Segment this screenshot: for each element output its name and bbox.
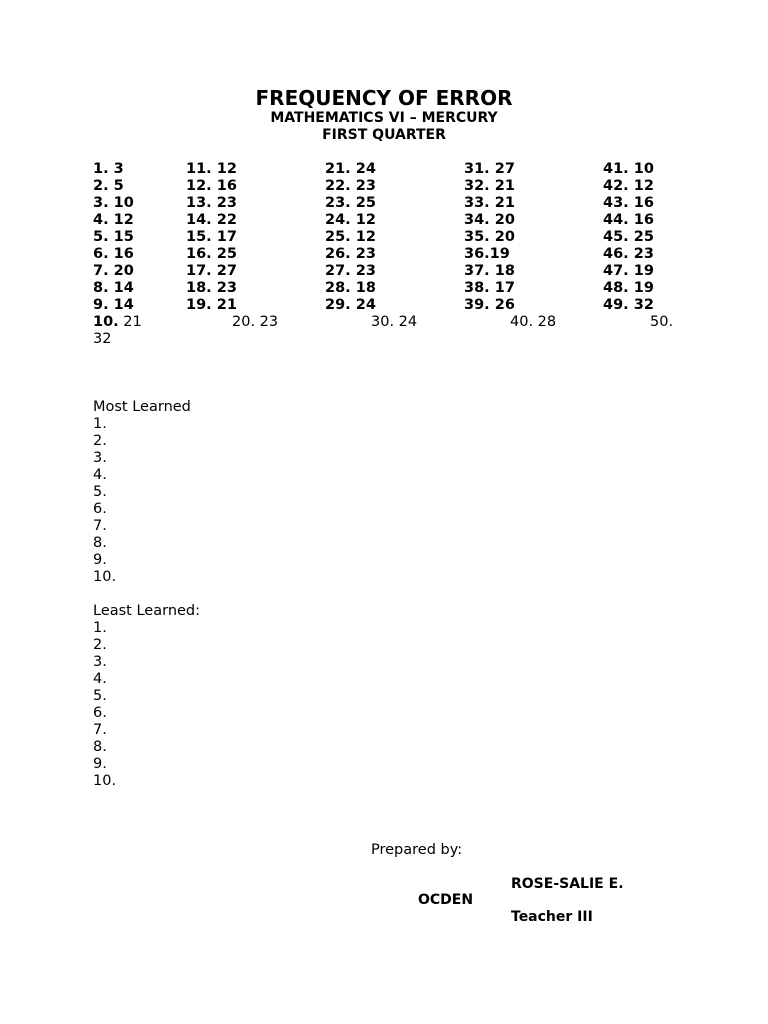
frequency-cell-50-number: 50. — [650, 314, 674, 330]
signatory-name-line2: OCDEN — [418, 892, 474, 908]
list-item: 4. — [93, 671, 107, 687]
frequency-cell: 45. 25 — [603, 229, 654, 245]
frequency-cell: 47. 19 — [603, 263, 654, 279]
quarter-subtitle: FIRST QUARTER — [322, 127, 446, 143]
least-learned-section — [93, 603, 200, 790]
frequency-cell: 37. 18 — [464, 263, 515, 279]
frequency-cell: 6. 16 — [93, 246, 134, 262]
frequency-cell: 11. 12 — [186, 161, 237, 177]
frequency-cell: 7. 20 — [93, 263, 134, 279]
frequency-cell: 29. 24 — [325, 297, 376, 313]
least-learned-heading: Least Learned: — [93, 603, 201, 619]
frequency-cell: 24. 12 — [325, 212, 376, 228]
prepared-by-label: Prepared by: — [371, 842, 463, 858]
frequency-cell: 34. 20 — [464, 212, 515, 228]
frequency-cell-50-value: 32 — [93, 331, 112, 347]
list-item: 8. — [93, 535, 107, 551]
frequency-cell: 27. 23 — [325, 263, 376, 279]
list-item: 5. — [93, 688, 107, 704]
list-item: 7. — [93, 518, 107, 534]
list-item: 5. — [93, 484, 107, 500]
frequency-cell-40: 40. 28 — [510, 314, 557, 330]
frequency-cell: 4. 12 — [93, 212, 134, 228]
list-item: 8. — [93, 739, 107, 755]
list-item: 9. — [93, 552, 107, 568]
subject-subtitle: MATHEMATICS VI – MERCURY — [270, 110, 498, 126]
list-item: 3. — [93, 450, 107, 466]
frequency-cell: 36.19 — [464, 246, 510, 262]
frequency-cell: 18. 23 — [186, 280, 237, 296]
list-item: 1. — [93, 620, 107, 636]
frequency-cell: 9. 14 — [93, 297, 134, 313]
frequency-cell: 31. 27 — [464, 161, 515, 177]
most-learned-list — [93, 416, 191, 586]
frequency-cell: 28. 18 — [325, 280, 376, 296]
frequency-cell: 12. 16 — [186, 178, 237, 194]
frequency-cell: 1. 3 — [93, 161, 124, 177]
frequency-cell: 49. 32 — [603, 297, 654, 313]
frequency-cell: 38. 17 — [464, 280, 515, 296]
frequency-cell: 23. 25 — [325, 195, 376, 211]
list-item: 9. — [93, 756, 107, 772]
frequency-cell: 41. 10 — [603, 161, 654, 177]
frequency-cell: 2. 5 — [93, 178, 124, 194]
frequency-cell: 15. 17 — [186, 229, 237, 245]
most-learned-heading: Most Learned — [93, 399, 191, 415]
frequency-cell: 21. 24 — [325, 161, 376, 177]
frequency-cell: 26. 23 — [325, 246, 376, 262]
frequency-cell: 16. 25 — [186, 246, 237, 262]
frequency-cell: 17. 27 — [186, 263, 237, 279]
list-item: 1. — [93, 416, 107, 432]
most-learned-section — [93, 399, 191, 586]
frequency-cell-20: 20. 23 — [232, 314, 279, 330]
frequency-cell-10: 10. 21 — [93, 314, 142, 330]
signatory-position: Teacher III — [511, 909, 593, 925]
frequency-cell: 43. 16 — [603, 195, 654, 211]
list-item: 2. — [93, 637, 107, 653]
list-item: 10. — [93, 773, 117, 789]
list-item: 10. — [93, 569, 117, 585]
frequency-cell: 48. 19 — [603, 280, 654, 296]
frequency-cell: 44. 16 — [603, 212, 654, 228]
frequency-cell: 39. 26 — [464, 297, 515, 313]
frequency-cell: 46. 23 — [603, 246, 654, 262]
frequency-cell: 22. 23 — [325, 178, 376, 194]
frequency-cell: 35. 20 — [464, 229, 515, 245]
list-item: 6. — [93, 705, 107, 721]
frequency-cell-30: 30. 24 — [371, 314, 418, 330]
frequency-cell: 25. 12 — [325, 229, 376, 245]
document-title: FREQUENCY OF ERROR — [255, 86, 513, 110]
least-learned-list — [93, 620, 200, 790]
signatory-name-line1: ROSE-SALIE E. — [511, 876, 624, 892]
frequency-cell: 19. 21 — [186, 297, 237, 313]
frequency-cell: 8. 14 — [93, 280, 134, 296]
list-item: 3. — [93, 654, 107, 670]
frequency-cell: 3. 10 — [93, 195, 134, 211]
frequency-cell: 13. 23 — [186, 195, 237, 211]
list-item: 2. — [93, 433, 107, 449]
frequency-cell: 14. 22 — [186, 212, 237, 228]
list-item: 6. — [93, 501, 107, 517]
list-item: 7. — [93, 722, 107, 738]
frequency-cell: 33. 21 — [464, 195, 515, 211]
frequency-cell: 42. 12 — [603, 178, 654, 194]
frequency-cell: 32. 21 — [464, 178, 515, 194]
list-item: 4. — [93, 467, 107, 483]
frequency-cell: 5. 15 — [93, 229, 134, 245]
